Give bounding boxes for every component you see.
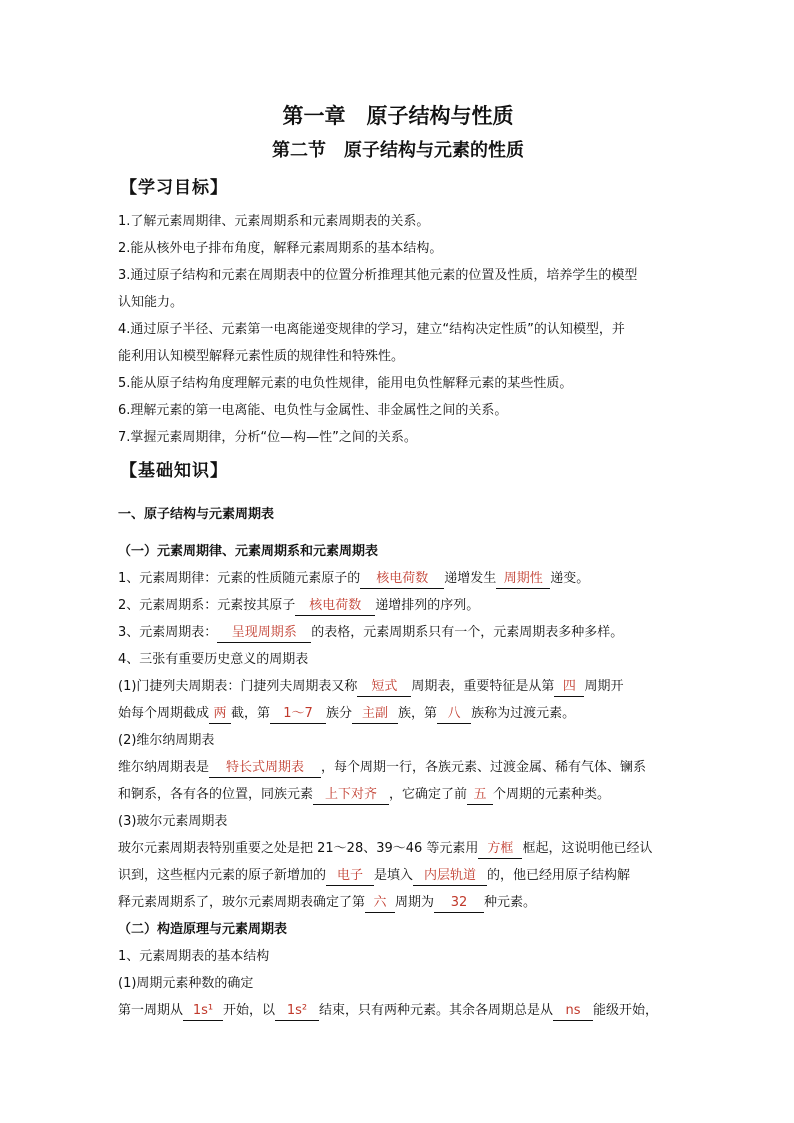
text-line: 释元素周期系了，玻尔元素周期表确定了第 六 周期为 32 种元素。 xyxy=(118,889,678,916)
goal-item: 2.能从核外电子排布角度，解释元素周期系的基本结构。 xyxy=(118,241,443,256)
goal-item: 5.能从原子结构角度理解元素的电负性规律，能用电负性解释元素的某些性质。 xyxy=(118,376,573,391)
sub1-title: （一）元素周期律、元素周期系和元素周期表 xyxy=(118,544,379,559)
answer-blank: 上下对齐 xyxy=(313,786,389,805)
text-line: 识到，这些框内元素的原子新增加的 电子 是填入 内层轨道 的，他已经用原子结构解 xyxy=(118,862,678,889)
text-line: 3、元素周期表： 呈现周期系 的表格，元素周期系只有一个，元素周期表多种多样。 xyxy=(118,619,678,646)
answer-blank: 电子 xyxy=(326,867,374,886)
basics-heading: 【基础知识】 xyxy=(120,461,228,481)
answer-blank: 主副 xyxy=(352,705,398,724)
text-line: 4、三张有重要历史意义的周期表 xyxy=(118,652,309,667)
text-line: 和锕系，各有各的位置，同族元素 上下对齐 ，它确定了前 五 个周期的元素种类。 xyxy=(118,781,678,808)
text-line: (1)周期元素种数的确定 xyxy=(118,976,254,991)
answer-blank: 八 xyxy=(437,705,471,724)
text-line: 2、元素周期系：元素按其原子 核电荷数 递增排列的序列。 xyxy=(118,592,678,619)
goal-item: 7.掌握元素周期律，分析“位—构—性”之间的关系。 xyxy=(118,430,417,445)
part1-title: 一、原子结构与元素周期表 xyxy=(118,507,275,522)
answer-blank: ns xyxy=(553,1002,593,1021)
goal-item: 3.通过原子结构和元素在周期表中的位置分析推理其他元素的位置及性质，培养学生的模型 xyxy=(118,268,638,283)
goal-item: 4.通过原子半径、元素第一电离能递变规律的学习，建立“结构决定性质”的认知模型，并 xyxy=(118,322,625,337)
text-line: 第一周期从 1s¹ 开始，以 1s² 结束，只有两种元素。其余各周期总是从 ns 能级开始， xyxy=(118,997,678,1024)
answer-blank: 内层轨道 xyxy=(413,867,487,886)
answer-blank: 呈现周期系 xyxy=(217,624,311,643)
text-line: 1、元素周期表的基本结构 xyxy=(118,949,270,964)
section-title: 第二节 原子结构与元素的性质 xyxy=(272,140,524,161)
document-page xyxy=(118,98,678,1024)
goal-item: 认知能力。 xyxy=(118,295,184,310)
answer-blank: 周期性 xyxy=(496,570,550,589)
sub2-title: （二）构造原理与元素周期表 xyxy=(118,922,288,937)
text-line: (3)玻尔元素周期表 xyxy=(118,814,228,829)
text-line: (2)维尔纳周期表 xyxy=(118,733,215,748)
text-line: 玻尔元素周期表特别重要之处是把 21～28、39～46 等元素用 方框 框起，这说明他已经认 xyxy=(118,835,678,862)
chapter-title: 第一章 原子结构与性质 xyxy=(282,103,514,128)
answer-blank: 两 xyxy=(209,705,231,724)
answer-blank: 四 xyxy=(554,678,584,697)
text-line: (1)门捷列夫周期表：门捷列夫周期表又称 短式 周期表，重要特征是从第 四 周期开 xyxy=(118,673,678,700)
answer-blank: 1s² xyxy=(275,1002,319,1021)
text-line: 维尔纳周期表是 特长式周期表 ，每个周期一行，各族元素、过渡金属、稀有气体、镧系 xyxy=(118,754,678,781)
answer-blank: 六 xyxy=(365,894,395,913)
goal-item: 6.理解元素的第一电离能、电负性与金属性、非金属性之间的关系。 xyxy=(118,403,508,418)
answer-blank: 核电荷数 xyxy=(295,597,375,616)
answer-blank: 1s¹ xyxy=(183,1002,223,1021)
answer-blank: 特长式周期表 xyxy=(209,759,321,778)
text-line: 始每个周期截成 两 截，第 1～7 族分 主副 族，第 八 族称为过渡元素。 xyxy=(118,700,678,727)
answer-blank: 短式 xyxy=(357,678,411,697)
answer-blank: 核电荷数 xyxy=(360,570,444,589)
goals-heading: 【学习目标】 xyxy=(120,178,228,198)
text-line: 1、元素周期律：元素的性质随元素原子的 核电荷数 递增发生 周期性 递变。 xyxy=(118,565,678,592)
answer-blank: 1～7 xyxy=(270,705,326,724)
answer-blank: 方框 xyxy=(478,840,522,859)
answer-blank: 五 xyxy=(467,786,493,805)
goal-item: 能利用认知模型解释元素性质的规律性和特殊性。 xyxy=(118,349,405,364)
goal-item: 1.了解元素周期律、元素周期系和元素周期表的关系。 xyxy=(118,214,430,229)
goals-list xyxy=(118,208,678,451)
answer-blank: 32 xyxy=(434,894,484,913)
